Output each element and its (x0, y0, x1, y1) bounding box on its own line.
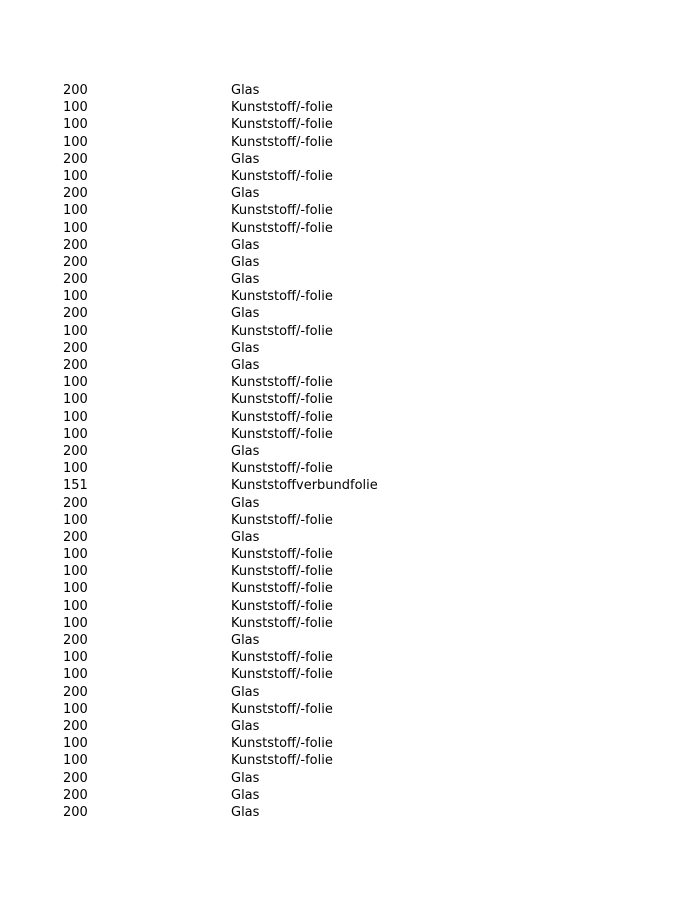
row-code: 100 (63, 409, 88, 425)
row-code: 100 (63, 581, 88, 597)
row-material: Kunststoff/-folie (231, 736, 333, 752)
row-code: 100 (63, 323, 88, 339)
table-row (63, 666, 463, 683)
row-code: 100 (63, 667, 88, 683)
table-row (63, 443, 463, 460)
row-code: 100 (63, 753, 88, 769)
row-material: Kunststoff/-folie (231, 461, 333, 477)
row-material: Kunststoff/-folie (231, 667, 333, 683)
table-row (63, 116, 463, 133)
row-code: 100 (63, 512, 88, 528)
row-code: 100 (63, 736, 88, 752)
row-material: Kunststoffverbundfolie (231, 478, 378, 494)
row-material: Kunststoff/-folie (231, 134, 333, 150)
row-material: Kunststoff/-folie (231, 220, 333, 236)
row-material: Glas (231, 272, 260, 288)
row-code: 200 (63, 151, 88, 167)
row-code: 200 (63, 443, 88, 459)
row-material: Kunststoff/-folie (231, 650, 333, 666)
row-material: Glas (231, 306, 260, 322)
table-row (63, 598, 463, 615)
row-material: Glas (231, 529, 260, 545)
table-row (63, 512, 463, 529)
table-row (63, 134, 463, 151)
row-material: Kunststoff/-folie (231, 323, 333, 339)
table-row (63, 202, 463, 219)
table-row (63, 357, 463, 374)
table-row (63, 529, 463, 546)
row-code: 100 (63, 615, 88, 631)
row-code: 100 (63, 392, 88, 408)
table-row (63, 701, 463, 718)
table-row (63, 632, 463, 649)
row-material: Kunststoff/-folie (231, 615, 333, 631)
row-material: Kunststoff/-folie (231, 375, 333, 391)
row-code: 100 (63, 701, 88, 717)
row-code: 100 (63, 134, 88, 150)
row-code: 200 (63, 770, 88, 786)
table-row (63, 752, 463, 769)
table-row (63, 409, 463, 426)
row-code: 200 (63, 83, 88, 98)
table-row (63, 151, 463, 168)
row-code: 100 (63, 220, 88, 236)
row-code: 100 (63, 289, 88, 305)
row-material: Kunststoff/-folie (231, 581, 333, 597)
row-code: 200 (63, 529, 88, 545)
row-material: Kunststoff/-folie (231, 564, 333, 580)
row-material: Kunststoff/-folie (231, 701, 333, 717)
row-material: Glas (231, 340, 260, 356)
table-row (63, 684, 463, 701)
table-row (63, 305, 463, 322)
table-row (63, 288, 463, 305)
row-code: 100 (63, 598, 88, 614)
row-material: Glas (231, 787, 260, 803)
row-material: Glas (231, 495, 260, 511)
row-material: Kunststoff/-folie (231, 598, 333, 614)
row-code: 200 (63, 787, 88, 803)
row-code: 100 (63, 203, 88, 219)
row-material: Glas (231, 633, 260, 648)
row-code: 100 (63, 564, 88, 580)
row-code: 100 (63, 426, 88, 442)
row-code: 200 (63, 272, 88, 288)
table-row (63, 804, 463, 821)
row-code: 100 (63, 117, 88, 133)
row-code: 100 (63, 168, 88, 184)
table-row (63, 718, 463, 735)
row-code: 100 (63, 650, 88, 666)
row-material: Glas (231, 237, 260, 253)
table-row (63, 374, 463, 391)
table-row (63, 185, 463, 202)
table-row (63, 340, 463, 357)
row-code: 200 (63, 254, 88, 270)
table-row (63, 460, 463, 477)
row-material: Glas (231, 770, 260, 786)
table-row (63, 254, 463, 271)
row-material: Kunststoff/-folie (231, 426, 333, 442)
row-code: 100 (63, 461, 88, 477)
row-material: Kunststoff/-folie (231, 392, 333, 408)
row-material: Glas (231, 83, 260, 98)
row-material: Glas (231, 186, 260, 202)
row-code: 200 (63, 358, 88, 373)
row-code: 100 (63, 375, 88, 391)
row-material: Glas (231, 804, 260, 820)
table-row (63, 237, 463, 254)
table-row (63, 580, 463, 597)
table-row (63, 391, 463, 408)
row-material: Kunststoff/-folie (231, 117, 333, 133)
table-row (63, 271, 463, 288)
row-material: Kunststoff/-folie (231, 203, 333, 219)
row-material: Kunststoff/-folie (231, 289, 333, 305)
row-code: 151 (63, 478, 88, 494)
table-row (63, 477, 463, 494)
row-material: Glas (231, 684, 260, 700)
row-code: 100 (63, 547, 88, 563)
material-code-list (63, 82, 463, 821)
row-material: Kunststoff/-folie (231, 409, 333, 425)
table-row (63, 323, 463, 340)
table-row (63, 563, 463, 580)
table-row (63, 426, 463, 443)
table-row (63, 770, 463, 787)
table-row (63, 649, 463, 666)
row-material: Glas (231, 443, 260, 459)
row-material: Kunststoff/-folie (231, 547, 333, 563)
table-row (63, 220, 463, 237)
row-code: 200 (63, 237, 88, 253)
table-row (63, 168, 463, 185)
row-material: Glas (231, 151, 260, 167)
row-material: Glas (231, 254, 260, 270)
row-code: 200 (63, 306, 88, 322)
row-material: Kunststoff/-folie (231, 753, 333, 769)
table-row (63, 546, 463, 563)
row-code: 200 (63, 718, 88, 734)
row-material: Kunststoff/-folie (231, 100, 333, 116)
row-code: 200 (63, 684, 88, 700)
row-material: Kunststoff/-folie (231, 512, 333, 528)
row-code: 200 (63, 340, 88, 356)
row-code: 200 (63, 186, 88, 202)
table-row (63, 99, 463, 116)
table-row (63, 82, 463, 99)
row-material: Glas (231, 718, 260, 734)
table-row (63, 495, 463, 512)
row-code: 200 (63, 633, 88, 648)
row-material: Glas (231, 358, 260, 373)
table-row (63, 615, 463, 632)
table-row (63, 735, 463, 752)
row-code: 200 (63, 495, 88, 511)
row-code: 100 (63, 100, 88, 116)
row-code: 200 (63, 804, 88, 820)
row-material: Kunststoff/-folie (231, 168, 333, 184)
table-row (63, 787, 463, 804)
